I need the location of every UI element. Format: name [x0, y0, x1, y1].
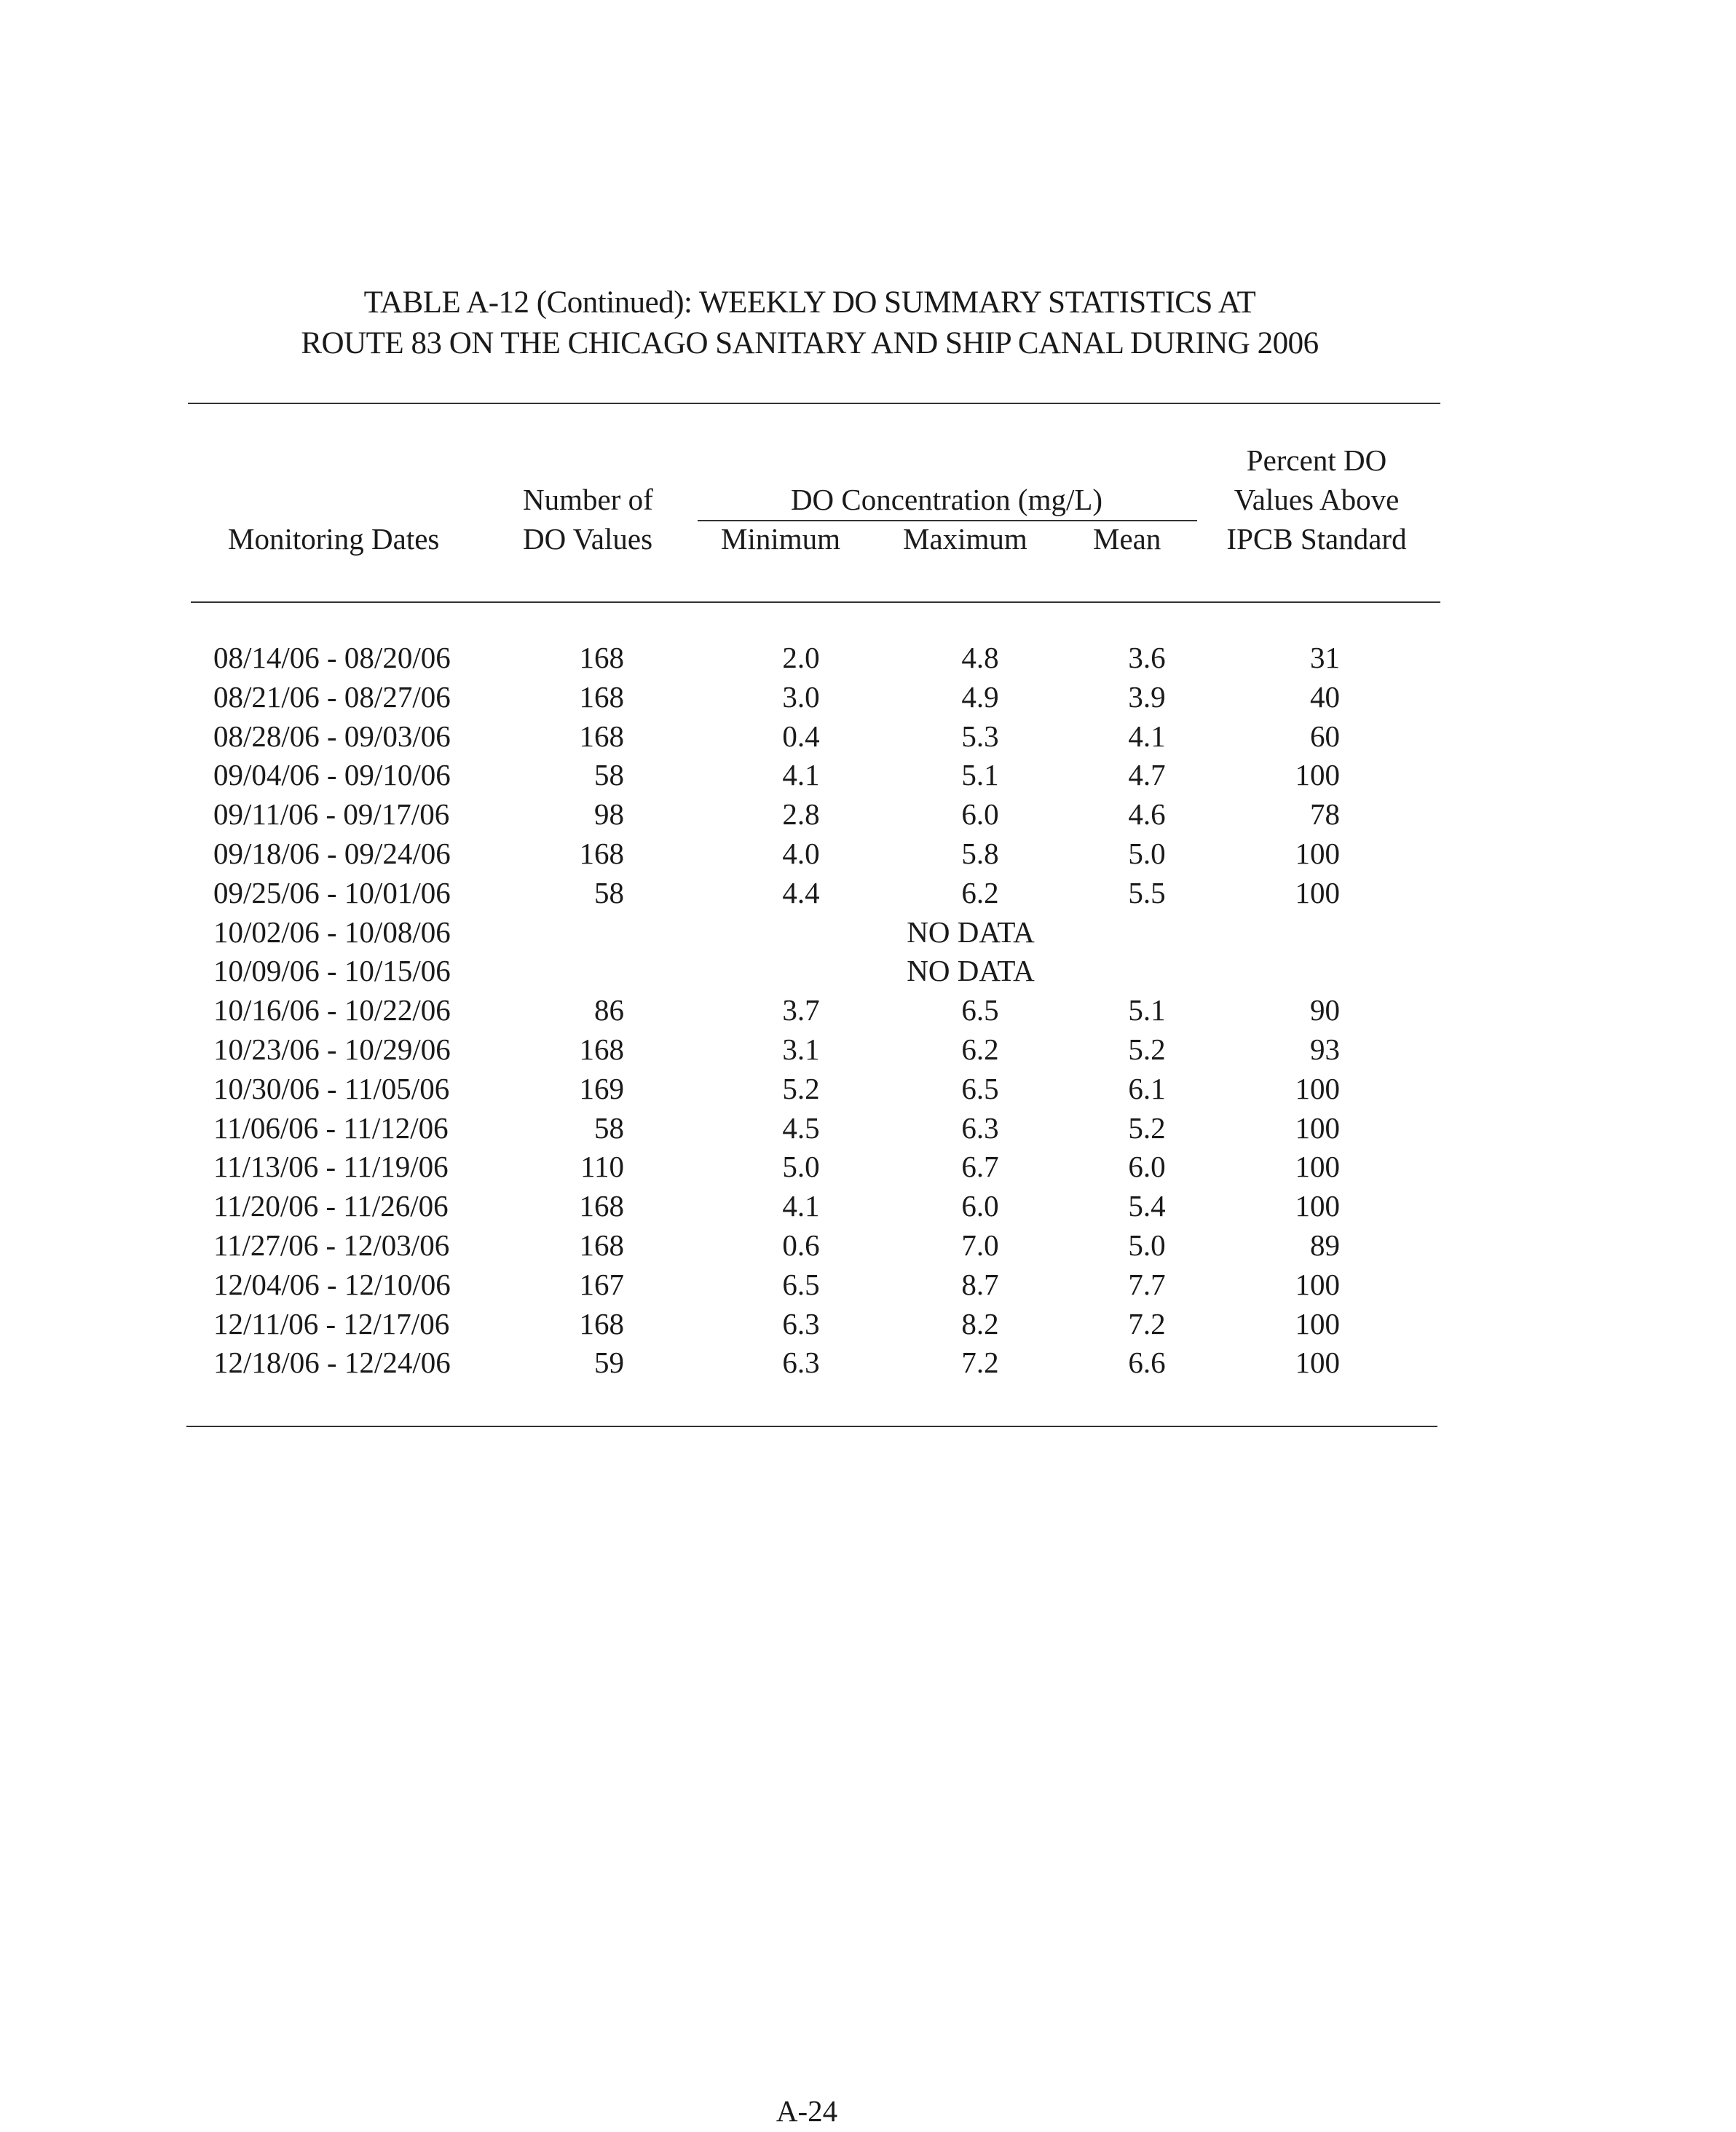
cell-maximum: 6.7	[961, 1150, 999, 1183]
cell-mean: 4.6	[1128, 797, 1166, 831]
cell-minimum: 6.3	[782, 1307, 820, 1341]
cell-no-data: NO DATA	[907, 954, 1035, 987]
cell-monitoring-dates: 09/25/06 - 10/01/06	[213, 876, 451, 909]
cell-monitoring-dates: 10/30/06 - 11/05/06	[213, 1072, 450, 1105]
cell-number-of-do-values: 168	[579, 680, 624, 714]
cell-number-of-do-values: 168	[579, 1033, 624, 1066]
cell-minimum: 4.1	[782, 1189, 820, 1223]
cell-maximum: 5.8	[961, 837, 999, 870]
cell-number-of-do-values: 167	[579, 1268, 624, 1301]
cell-monitoring-dates: 10/09/06 - 10/15/06	[213, 954, 451, 987]
cell-mean: 5.2	[1128, 1033, 1166, 1066]
cell-number-of-do-values: 110	[580, 1150, 624, 1183]
cell-percent-above-standard: 100	[1295, 837, 1340, 870]
cell-maximum: 8.2	[961, 1307, 999, 1341]
cell-monitoring-dates: 12/04/06 - 12/10/06	[213, 1268, 451, 1301]
table-top-rule	[188, 403, 1440, 404]
cell-percent-above-standard: 100	[1295, 1346, 1340, 1379]
cell-number-of-do-values: 58	[594, 758, 624, 791]
cell-percent-above-standard: 31	[1310, 641, 1340, 674]
cell-monitoring-dates: 10/02/06 - 10/08/06	[213, 915, 451, 949]
cell-number-of-do-values: 168	[579, 641, 624, 674]
header-number-of-line1: Number of	[523, 483, 653, 516]
cell-percent-above-standard: 100	[1295, 1111, 1340, 1145]
cell-mean: 5.1	[1128, 993, 1166, 1027]
table-title-line-1: TABLE A-12 (Continued): WEEKLY DO SUMMARY STATISTICS AT	[363, 285, 1256, 320]
cell-maximum: 5.3	[961, 719, 999, 753]
cell-mean: 4.7	[1128, 758, 1166, 791]
header-monitoring-dates: Monitoring Dates	[228, 522, 440, 556]
table-bottom-rule	[186, 1426, 1437, 1427]
header-minimum: Minimum	[721, 522, 841, 556]
cell-minimum: 4.4	[782, 876, 820, 909]
cell-percent-above-standard: 89	[1310, 1228, 1340, 1262]
cell-monitoring-dates: 12/18/06 - 12/24/06	[213, 1346, 451, 1379]
cell-number-of-do-values: 59	[594, 1346, 624, 1379]
cell-percent-above-standard: 78	[1310, 797, 1340, 831]
cell-minimum: 0.4	[782, 719, 820, 753]
table-title-line-2: ROUTE 83 ON THE CHICAGO SANITARY AND SHIP CANAL DURING 2006	[301, 326, 1319, 360]
cell-mean: 5.4	[1128, 1189, 1166, 1223]
cell-minimum: 3.7	[782, 993, 820, 1027]
cell-monitoring-dates: 08/14/06 - 08/20/06	[213, 641, 451, 674]
cell-mean: 3.6	[1128, 641, 1166, 674]
cell-number-of-do-values: 168	[579, 837, 624, 870]
header-mean: Mean	[1093, 522, 1161, 556]
cell-maximum: 4.9	[961, 680, 999, 714]
header-maximum: Maximum	[903, 522, 1027, 556]
cell-minimum: 6.3	[782, 1346, 820, 1379]
cell-percent-above-standard: 100	[1295, 876, 1340, 909]
cell-mean: 5.0	[1128, 1228, 1166, 1262]
cell-monitoring-dates: 08/21/06 - 08/27/06	[213, 680, 451, 714]
cell-minimum: 3.1	[782, 1033, 820, 1066]
cell-monitoring-dates: 08/28/06 - 09/03/06	[213, 719, 451, 753]
header-number-of-line2: DO Values	[523, 522, 653, 556]
cell-mean: 5.0	[1128, 837, 1166, 870]
cell-monitoring-dates: 11/20/06 - 11/26/06	[213, 1189, 449, 1223]
cell-percent-above-standard: 100	[1295, 758, 1340, 791]
cell-monitoring-dates: 10/23/06 - 10/29/06	[213, 1033, 451, 1066]
cell-percent-above-standard: 60	[1310, 719, 1340, 753]
header-do-concentration: DO Concentration (mg/L)	[790, 483, 1103, 516]
cell-minimum: 2.0	[782, 641, 820, 674]
cell-number-of-do-values: 86	[594, 993, 624, 1027]
cell-number-of-do-values: 98	[594, 797, 624, 831]
cell-maximum: 6.3	[961, 1111, 999, 1145]
cell-percent-above-standard: 90	[1310, 993, 1340, 1027]
cell-maximum: 6.0	[961, 797, 999, 831]
cell-maximum: 6.2	[961, 876, 999, 909]
cell-number-of-do-values: 169	[579, 1072, 624, 1105]
header-percent-line3: IPCB Standard	[1226, 522, 1407, 556]
cell-minimum: 4.1	[782, 758, 820, 791]
cell-minimum: 2.8	[782, 797, 820, 831]
table-header-rule	[191, 601, 1440, 603]
cell-mean: 6.6	[1128, 1346, 1166, 1379]
cell-percent-above-standard: 100	[1295, 1189, 1340, 1223]
cell-mean: 3.9	[1128, 680, 1166, 714]
cell-maximum: 6.0	[961, 1189, 999, 1223]
cell-mean: 7.7	[1128, 1268, 1166, 1301]
cell-maximum: 8.7	[961, 1268, 999, 1301]
page-number: A-24	[776, 2094, 838, 2128]
cell-percent-above-standard: 100	[1295, 1268, 1340, 1301]
cell-mean: 4.1	[1128, 719, 1166, 753]
cell-number-of-do-values: 168	[579, 1307, 624, 1341]
cell-percent-above-standard: 100	[1295, 1307, 1340, 1341]
cell-percent-above-standard: 40	[1310, 680, 1340, 714]
table-title	[0, 283, 1619, 364]
cell-maximum: 7.0	[961, 1228, 999, 1262]
cell-maximum: 6.2	[961, 1033, 999, 1066]
cell-monitoring-dates: 11/27/06 - 12/03/06	[213, 1228, 450, 1262]
cell-percent-above-standard: 100	[1295, 1072, 1340, 1105]
cell-minimum: 6.5	[782, 1268, 820, 1301]
cell-minimum: 4.0	[782, 837, 820, 870]
cell-number-of-do-values: 168	[579, 1189, 624, 1223]
cell-maximum: 6.5	[961, 993, 999, 1027]
cell-monitoring-dates: 09/11/06 - 09/17/06	[213, 797, 450, 831]
cell-mean: 6.1	[1128, 1072, 1166, 1105]
cell-mean: 5.5	[1128, 876, 1166, 909]
cell-number-of-do-values: 58	[594, 876, 624, 909]
cell-maximum: 5.1	[961, 758, 999, 791]
cell-monitoring-dates: 10/16/06 - 10/22/06	[213, 993, 451, 1027]
cell-monitoring-dates: 12/11/06 - 12/17/06	[213, 1307, 450, 1341]
cell-number-of-do-values: 168	[579, 1228, 624, 1262]
cell-percent-above-standard: 93	[1310, 1033, 1340, 1066]
cell-percent-above-standard: 100	[1295, 1150, 1340, 1183]
cell-mean: 6.0	[1128, 1150, 1166, 1183]
cell-number-of-do-values: 168	[579, 719, 624, 753]
cell-minimum: 3.0	[782, 680, 820, 714]
cell-monitoring-dates: 11/06/06 - 11/12/06	[213, 1111, 449, 1145]
cell-minimum: 5.2	[782, 1072, 820, 1105]
cell-mean: 7.2	[1128, 1307, 1166, 1341]
cell-minimum: 4.5	[782, 1111, 820, 1145]
header-percent-line2: Values Above	[1234, 483, 1400, 516]
cell-maximum: 7.2	[961, 1346, 999, 1379]
cell-number-of-do-values: 58	[594, 1111, 624, 1145]
header-percent-line1: Percent DO	[1246, 443, 1387, 477]
cell-minimum: 0.6	[782, 1228, 820, 1262]
cell-monitoring-dates: 09/18/06 - 09/24/06	[213, 837, 451, 870]
cell-mean: 5.2	[1128, 1111, 1166, 1145]
cell-maximum: 6.5	[961, 1072, 999, 1105]
cell-maximum: 4.8	[961, 641, 999, 674]
cell-minimum: 5.0	[782, 1150, 820, 1183]
cell-no-data: NO DATA	[907, 915, 1035, 949]
cell-monitoring-dates: 11/13/06 - 11/19/06	[213, 1150, 449, 1183]
cell-monitoring-dates: 09/04/06 - 09/10/06	[213, 758, 451, 791]
